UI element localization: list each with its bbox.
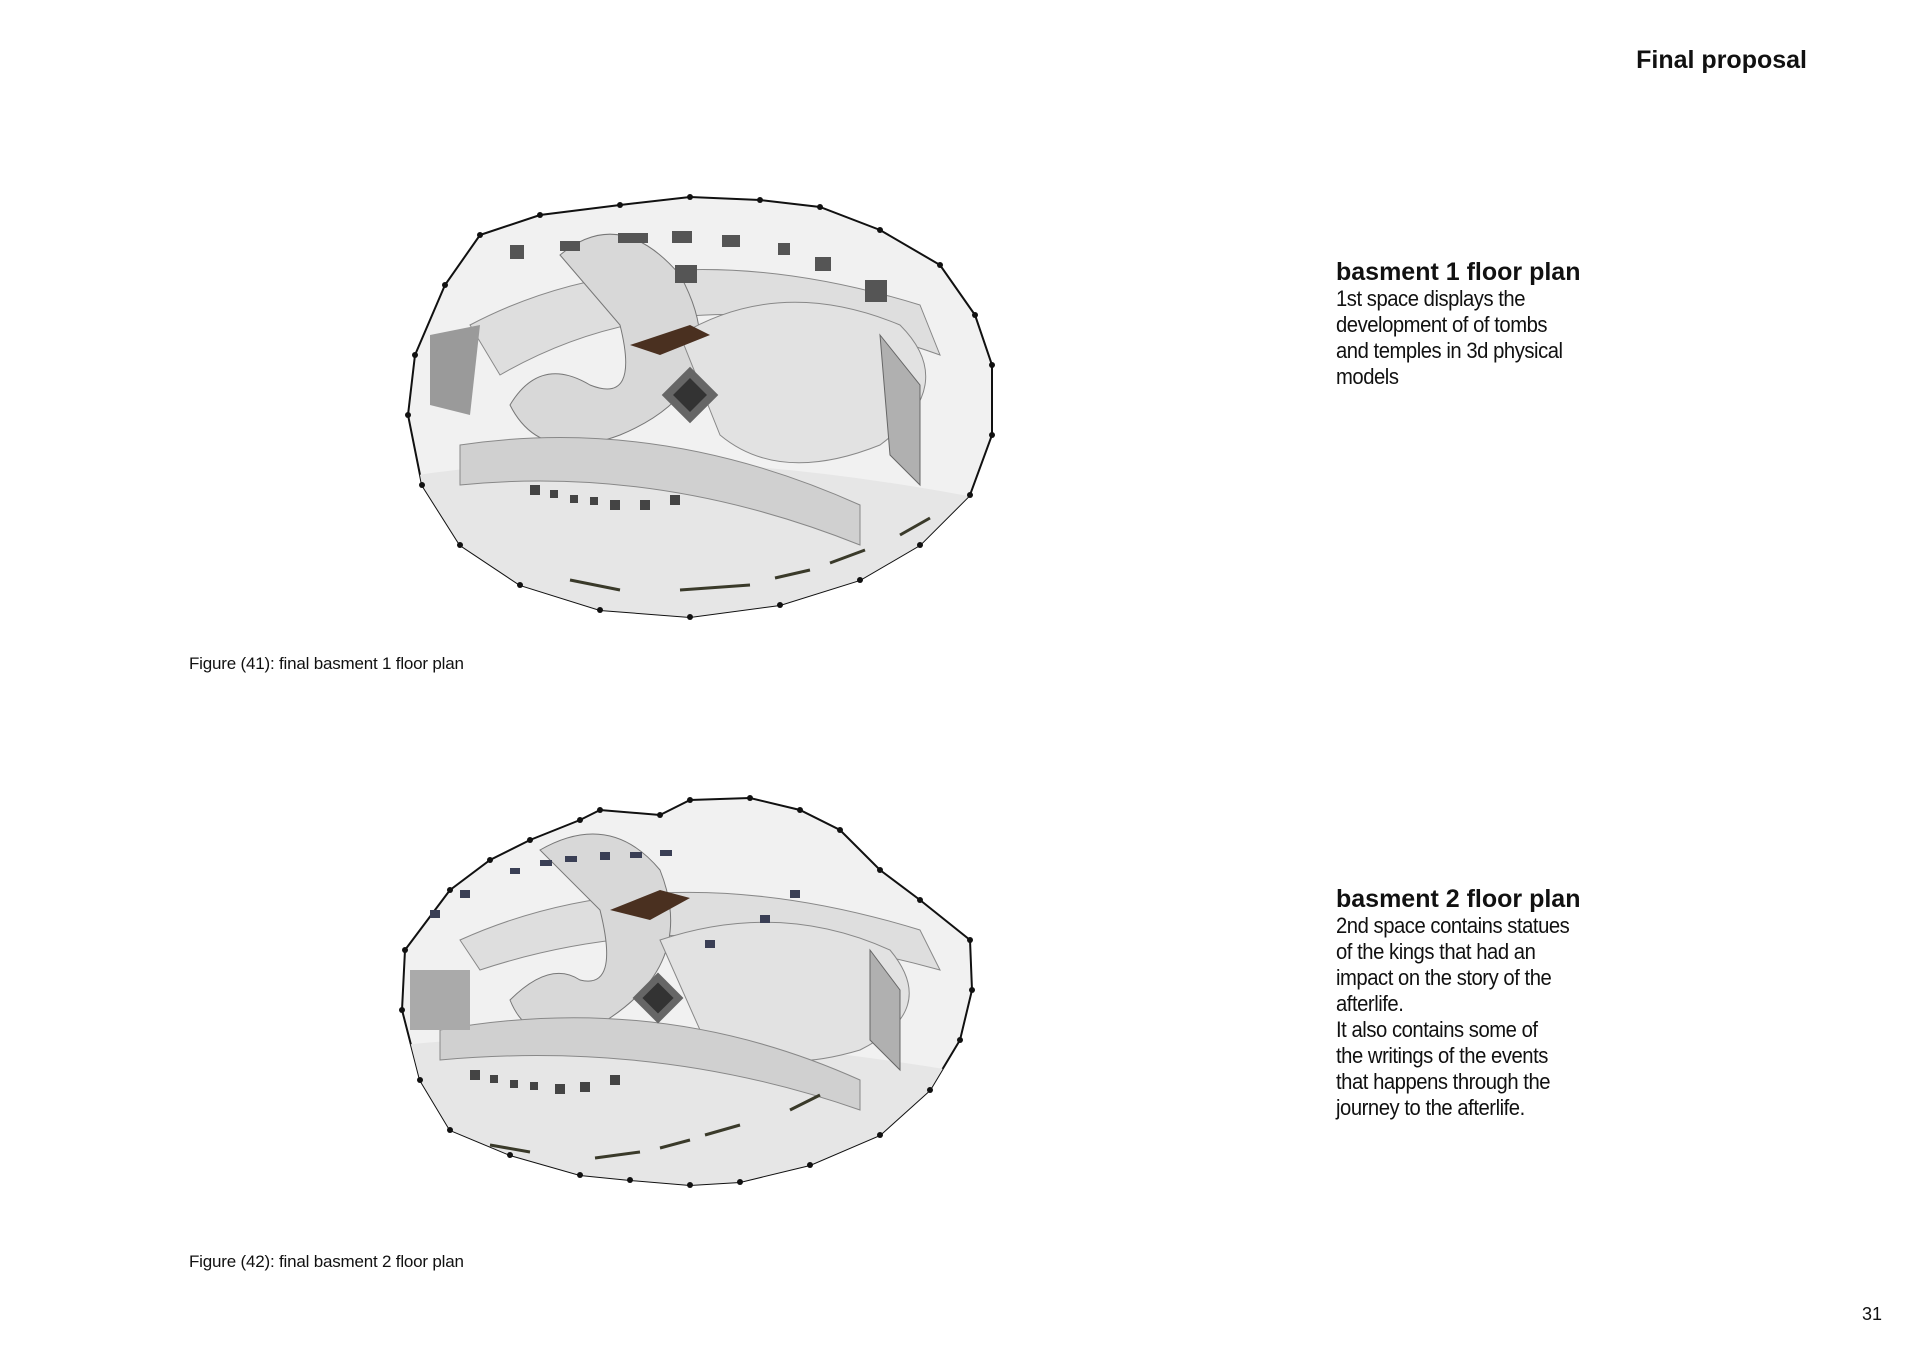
section-heading: basment 1 floor plan: [1336, 258, 1581, 286]
description-line: development of of tombs: [1336, 312, 1548, 337]
description-line: and temples in 3d physical: [1336, 338, 1563, 363]
description-line: journey to the afterlife.: [1336, 1095, 1525, 1120]
page-number: 31: [1861, 1304, 1882, 1324]
description-line: models: [1336, 364, 1399, 389]
figure-caption: Figure (41): final basment 1 floor plan: [189, 654, 464, 673]
description-line: of the kings that had an: [1336, 939, 1536, 964]
description-line: the writings of the events: [1336, 1043, 1548, 1068]
description-line: 2nd space contains statues: [1336, 913, 1570, 938]
description-block: [1336, 885, 1636, 1121]
basement-2-floor-plan-image: [360, 790, 1030, 1230]
basement-1-floor-plan-image: [360, 185, 1030, 625]
description-line: It also contains some of: [1336, 1017, 1538, 1042]
description-line: 1st space displays the: [1336, 286, 1526, 311]
figure-caption: Figure (42): final basment 2 floor plan: [189, 1252, 464, 1271]
page-title: Final proposal: [1636, 46, 1807, 74]
description-line: impact on the story of the: [1336, 965, 1552, 990]
section-heading: basment 2 floor plan: [1336, 885, 1581, 913]
description-block: [1336, 258, 1636, 390]
description-line: that happens through the: [1336, 1069, 1551, 1094]
description-line: afterlife.: [1336, 991, 1404, 1016]
floor-plan-drawing: [360, 185, 1030, 625]
floor-plan-drawing: [360, 790, 1030, 1230]
